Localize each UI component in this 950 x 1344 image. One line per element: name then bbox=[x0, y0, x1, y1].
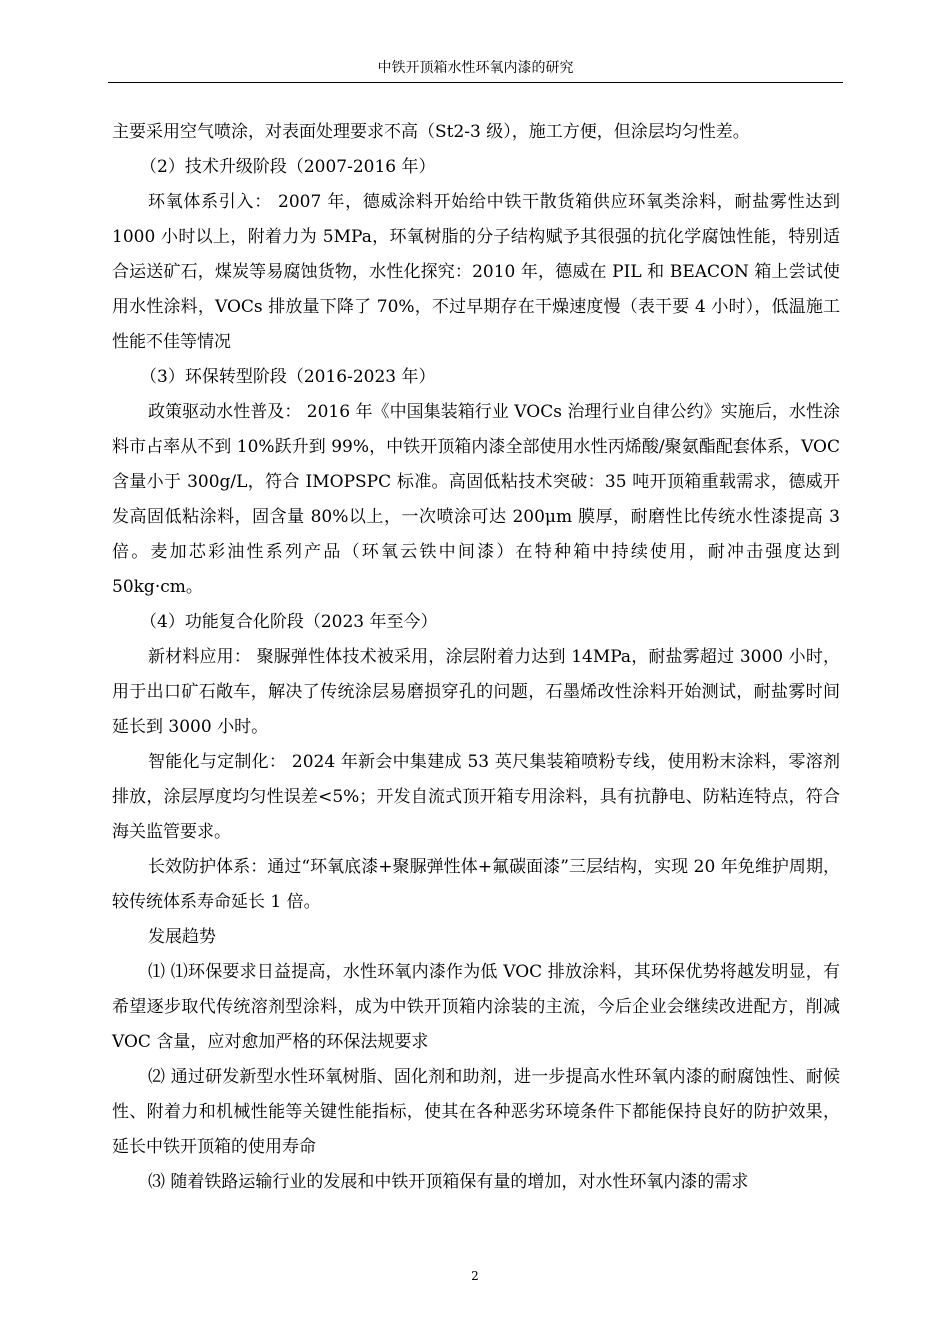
header-rule bbox=[108, 82, 843, 83]
paragraph-policy-driven: 政策驱动水性普及： 2016 年《中国集装箱行业 VOCs 治理行业自律公约》实施后，水性涂料市占率从不到 10%跃升到 99%，中铁开顶箱内漆全部使用水性丙烯酸/聚氨酯配套体系，VOC 含量小于 300g/L，符合 IMOPSPC 标准。高固低粘技术突破：35 吨开顶箱重载需求，德威开发高固低粘涂料，固含量 80%以上，一次喷涂可达 200μm 膜厚，耐磨性比传统水性漆提高 3 倍。麦加芯彩油性系列产品（环氧云铁中间漆）在特种箱中持续使用，耐冲击强度达到 50kg·cm。 bbox=[112, 402, 840, 597]
paragraph-long-term-protection: 长效防护体系：通过“环氧底漆+聚脲弹性体+氟碳面漆”三层结构，实现 20 年免维护周期，较传统体系寿命延长 1 倍。 bbox=[112, 857, 840, 912]
running-header: 中铁开顶箱水性环氧内漆的研究 bbox=[377, 60, 574, 76]
paragraph-smart-custom: 智能化与定制化： 2024 年新会中集建成 53 英尺集装箱喷粉专线，使用粉末涂料，零溶剂排放，涂层厚度均匀性误差<5%；开发自流式顶开箱专用涂料，具有抗静电、防粘连特点，符合海关监管要求。 bbox=[112, 752, 840, 842]
trend-item-1: ⑴ ⑴环保要求日益提高，水性环氧内漆作为低 VOC 排放涂料，其环保优势将越发明显，有希望逐步取代传统溶剂型涂料，成为中铁开顶箱内涂装的主流，今后企业会继续改进配方，削减 VOC 含量，应对愈加严格的环保法规要求 bbox=[112, 962, 840, 1052]
paragraph-new-materials: 新材料应用： 聚脲弹性体技术被采用，涂层附着力达到 14MPa，耐盐雾超过 3000 小时，用于出口矿石敞车，解决了传统涂层易磨损穿孔的问题，石墨烯改性涂料开始测试，耐盐雾时间延长到 3000 小时。 bbox=[112, 647, 840, 737]
trend-item-3: ⑶ 随着铁路运输行业的发展和中铁开顶箱保有量的增加，对水性环氧内漆的需求 bbox=[148, 1172, 749, 1192]
paragraph-epoxy-intro: 环氧体系引入： 2007 年，德威涂料开始给中铁干散货箱供应环氧类涂料，耐盐雾性达到 1000 小时以上，附着力为 5MPa，环氧树脂的分子结构赋予其很强的抗化学腐蚀性能，特别适合运送矿石，煤炭等易腐蚀货物，水性化探究：2010 年，德威在 PIL 和 BEACON 箱上尝试使用水性涂料，VOCs 排放量下降了 70%，不过早期存在干燥速度慢（表干要 4 小时），低温施工性能不佳等情况 bbox=[112, 192, 840, 352]
section-heading-trends: 发展趋势 bbox=[148, 927, 216, 947]
trend-item-2: ⑵ 通过研发新型水性环氧树脂、固化剂和助剂，进一步提高水性环氧内漆的耐腐蚀性、耐候性、附着力和机械性能等关键性能指标，使其在各种恶劣环境条件下都能保持良好的防护效果，延长中铁开顶箱的使用寿命 bbox=[112, 1067, 840, 1157]
paragraph-continuation: 主要采用空气喷涂，对表面处理要求不高（St2-3 级），施工方便，但涂层均匀性差。 bbox=[112, 122, 750, 142]
section-heading-stage-2: （2）技术升级阶段（2007-2016 年） bbox=[140, 157, 436, 177]
section-heading-stage-4: （4）功能复合化阶段（2023 年至今） bbox=[140, 612, 438, 632]
page-number: 2 bbox=[471, 1269, 479, 1283]
body-text bbox=[112, 115, 840, 1200]
section-heading-stage-3: （3）环保转型阶段（2016-2023 年） bbox=[140, 367, 436, 387]
